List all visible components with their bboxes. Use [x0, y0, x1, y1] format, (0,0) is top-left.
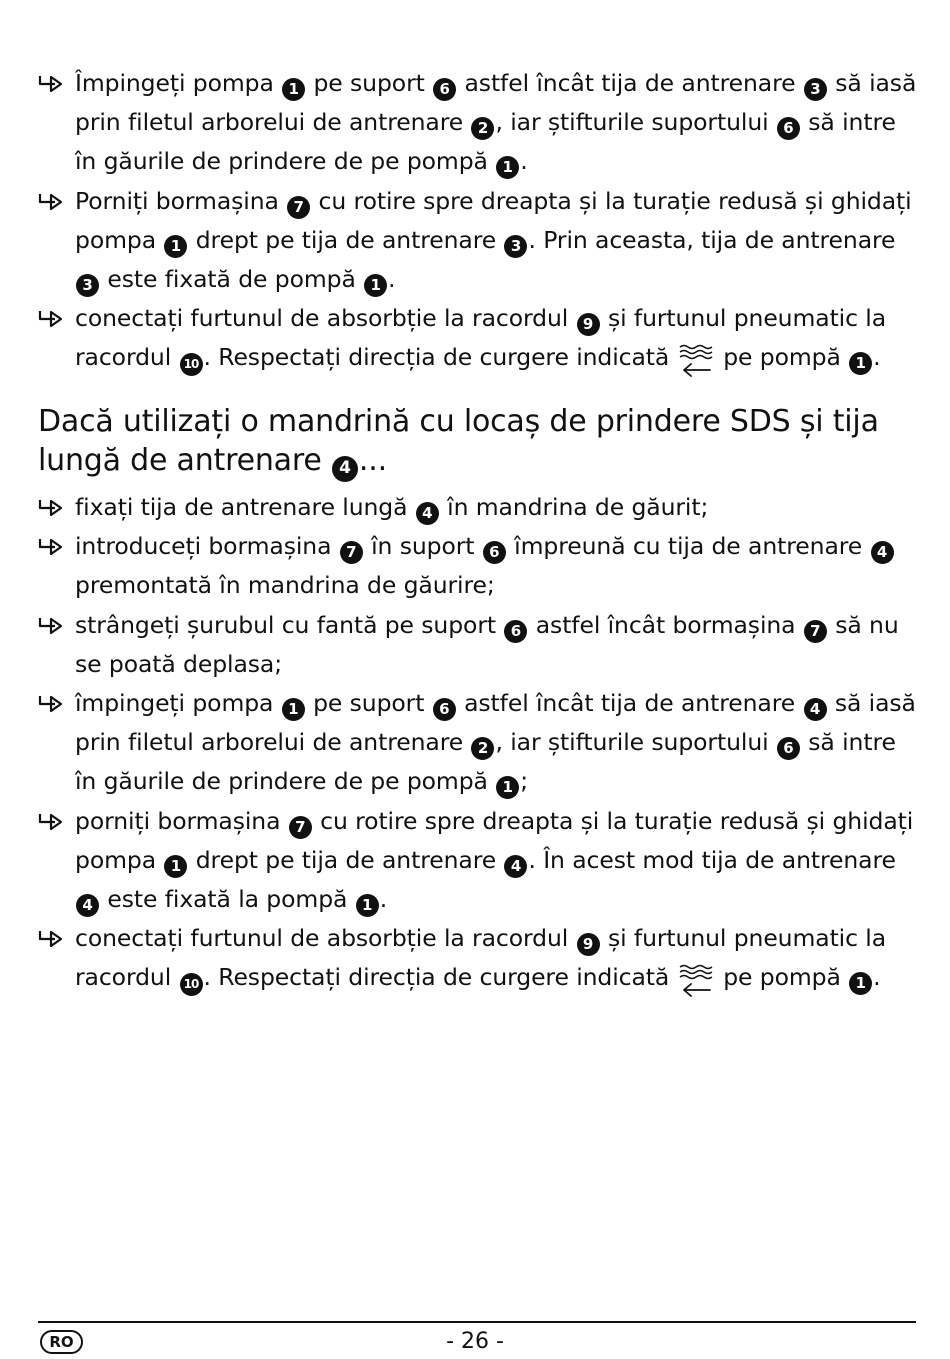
text-segment: pe pompă: [723, 343, 849, 372]
part-number-badge: 10: [180, 973, 203, 996]
text-segment: astfel încât bormașina: [528, 610, 803, 639]
part-number-badge: 6: [483, 541, 506, 564]
text-segment: este fixată la pompă: [100, 884, 355, 913]
text-segment: să intre în găurile de prindere de pe pompă: [75, 728, 896, 796]
text-segment: . În acest mod tija de antrenare: [528, 845, 896, 874]
text-segment: . Respectați direcția de curgere indicată: [203, 343, 670, 372]
part-number-badge: 4: [804, 698, 827, 721]
part-number-badge: 4: [871, 541, 894, 564]
instruction-list-2: [38, 488, 918, 999]
part-number-badge: 6: [504, 620, 527, 643]
text-segment: în suport: [363, 532, 482, 561]
part-number-badge: 3: [504, 235, 527, 258]
text-segment: pe pompă: [723, 963, 849, 992]
text-segment: în mandrina de găurit;: [439, 492, 709, 521]
part-number-badge: 1: [282, 698, 305, 721]
part-number-badge: 2: [471, 737, 494, 760]
text-segment: drept pe tija de antrenare: [188, 845, 504, 874]
arrow-right-icon: [38, 691, 64, 717]
arrow-right-icon: [38, 306, 64, 332]
text-segment: pe suport: [306, 69, 433, 97]
part-number-badge: 7: [804, 620, 827, 643]
part-number-badge: 3: [804, 78, 827, 101]
part-number-badge: 4: [332, 456, 358, 482]
instruction-item: [38, 919, 918, 999]
section-heading: [38, 402, 918, 482]
text-segment: . Prin aceasta, tija de antrenare: [528, 225, 896, 254]
text-segment: și furtunul pneumatic la racordul: [75, 304, 887, 372]
text-segment: și furtunul pneumatic la racordul: [75, 924, 887, 992]
part-number-badge: 1: [164, 855, 187, 878]
text-segment: strângeți șurubul cu fantă pe suport: [75, 610, 504, 639]
part-number-badge: 1: [849, 352, 872, 375]
text-segment: conectați furtunul de absorbție la racordul: [75, 304, 576, 333]
text-segment: Dacă utilizați o mandrină cu locaș de prindere SDS și tija lungă de antrenare: [38, 404, 879, 479]
text-segment: conectați furtunul de absorbție la racordul: [75, 924, 576, 953]
instruction-item: [38, 182, 918, 300]
arrow-right-icon: [38, 809, 64, 835]
page-content: [38, 64, 918, 999]
part-number-badge: 1: [849, 972, 872, 995]
text-segment: este fixată de pompă: [100, 265, 364, 294]
part-number-badge: 6: [777, 117, 800, 140]
part-number-badge: 1: [496, 156, 519, 179]
part-number-badge: 9: [577, 313, 600, 336]
text-segment: .: [388, 265, 396, 294]
text-segment: astfel încât tija de antrenare: [457, 69, 803, 97]
part-number-badge: 1: [364, 274, 387, 297]
instruction-item: [38, 64, 918, 182]
text-segment: .: [379, 884, 388, 913]
text-segment: fixați tija de antrenare lungă: [75, 492, 415, 521]
text-segment: ;: [520, 767, 529, 796]
text-segment: Împingeți pompa: [75, 69, 282, 97]
instruction-item: [38, 802, 918, 920]
part-number-badge: 1: [164, 235, 187, 258]
text-segment: .: [520, 147, 528, 176]
arrow-right-icon: [38, 71, 64, 97]
text-segment: , iar știfturile suportului: [495, 108, 776, 137]
part-number-badge: 7: [340, 541, 363, 564]
instruction-item: [38, 527, 918, 605]
arrow-right-icon: [38, 495, 64, 521]
language-badge: RO: [40, 1330, 83, 1354]
text-segment: astfel încât tija de antrenare: [456, 688, 803, 717]
text-segment: să nu se poată deplasa;: [75, 610, 899, 678]
part-number-badge: 4: [416, 502, 439, 525]
part-number-badge: 3: [76, 274, 99, 297]
instruction-item: [38, 488, 918, 527]
arrow-right-icon: [38, 613, 64, 639]
text-segment: , iar știfturile suportului: [495, 728, 776, 757]
part-number-badge: 1: [496, 776, 519, 799]
page-number: - 26 -: [446, 1329, 504, 1354]
arrow-right-icon: [38, 534, 64, 560]
text-segment: împingeți pompa: [75, 688, 281, 717]
text-segment: . Respectați direcția de curgere indicată: [203, 963, 670, 992]
part-number-badge: 6: [777, 737, 800, 760]
text-segment: .: [873, 963, 881, 992]
instruction-item: [38, 684, 918, 802]
text-segment: cu rotire spre dreapta și la turație redusă și ghidați pompa: [75, 806, 914, 874]
part-number-badge: 1: [356, 894, 379, 917]
text-segment: introduceți bormașina: [75, 532, 339, 561]
part-number-badge: 7: [289, 816, 312, 839]
part-number-badge: 10: [180, 353, 203, 376]
flow-direction-icon: [676, 963, 716, 999]
text-segment: ...: [358, 443, 387, 479]
footer-divider: [38, 1321, 916, 1323]
text-segment: împreună cu tija de antrenare: [506, 532, 870, 561]
text-segment: Porniți bormașina: [75, 186, 287, 215]
part-number-badge: 2: [471, 117, 494, 140]
text-segment: .: [873, 343, 881, 372]
instruction-item: [38, 299, 918, 379]
text-segment: porniți bormașina: [75, 806, 288, 835]
part-number-badge: 9: [577, 933, 600, 956]
arrow-right-icon: [38, 189, 64, 215]
instruction-list-1: [38, 64, 918, 379]
text-segment: pe suport: [305, 688, 432, 717]
part-number-badge: 4: [504, 855, 527, 878]
part-number-badge: 4: [76, 894, 99, 917]
flow-direction-icon: [676, 343, 716, 379]
text-segment: să iasă prin filetul arborelui de antrenare: [75, 69, 917, 137]
text-segment: să intre în găurile de prindere de pe pompă: [75, 108, 896, 176]
part-number-badge: 6: [433, 78, 456, 101]
arrow-right-icon: [38, 926, 64, 952]
text-segment: drept pe tija de antrenare: [188, 225, 504, 254]
text-segment: să iasă prin filetul arborelui de antrenare: [75, 688, 916, 757]
part-number-badge: 1: [282, 78, 305, 101]
instruction-item: [38, 606, 918, 684]
text-segment: premontată în mandrina de găurire;: [75, 571, 495, 600]
part-number-badge: 7: [287, 196, 310, 219]
part-number-badge: 6: [433, 698, 456, 721]
text-segment: cu rotire spre dreapta și la turație redusă și ghidați pompa: [75, 186, 912, 254]
